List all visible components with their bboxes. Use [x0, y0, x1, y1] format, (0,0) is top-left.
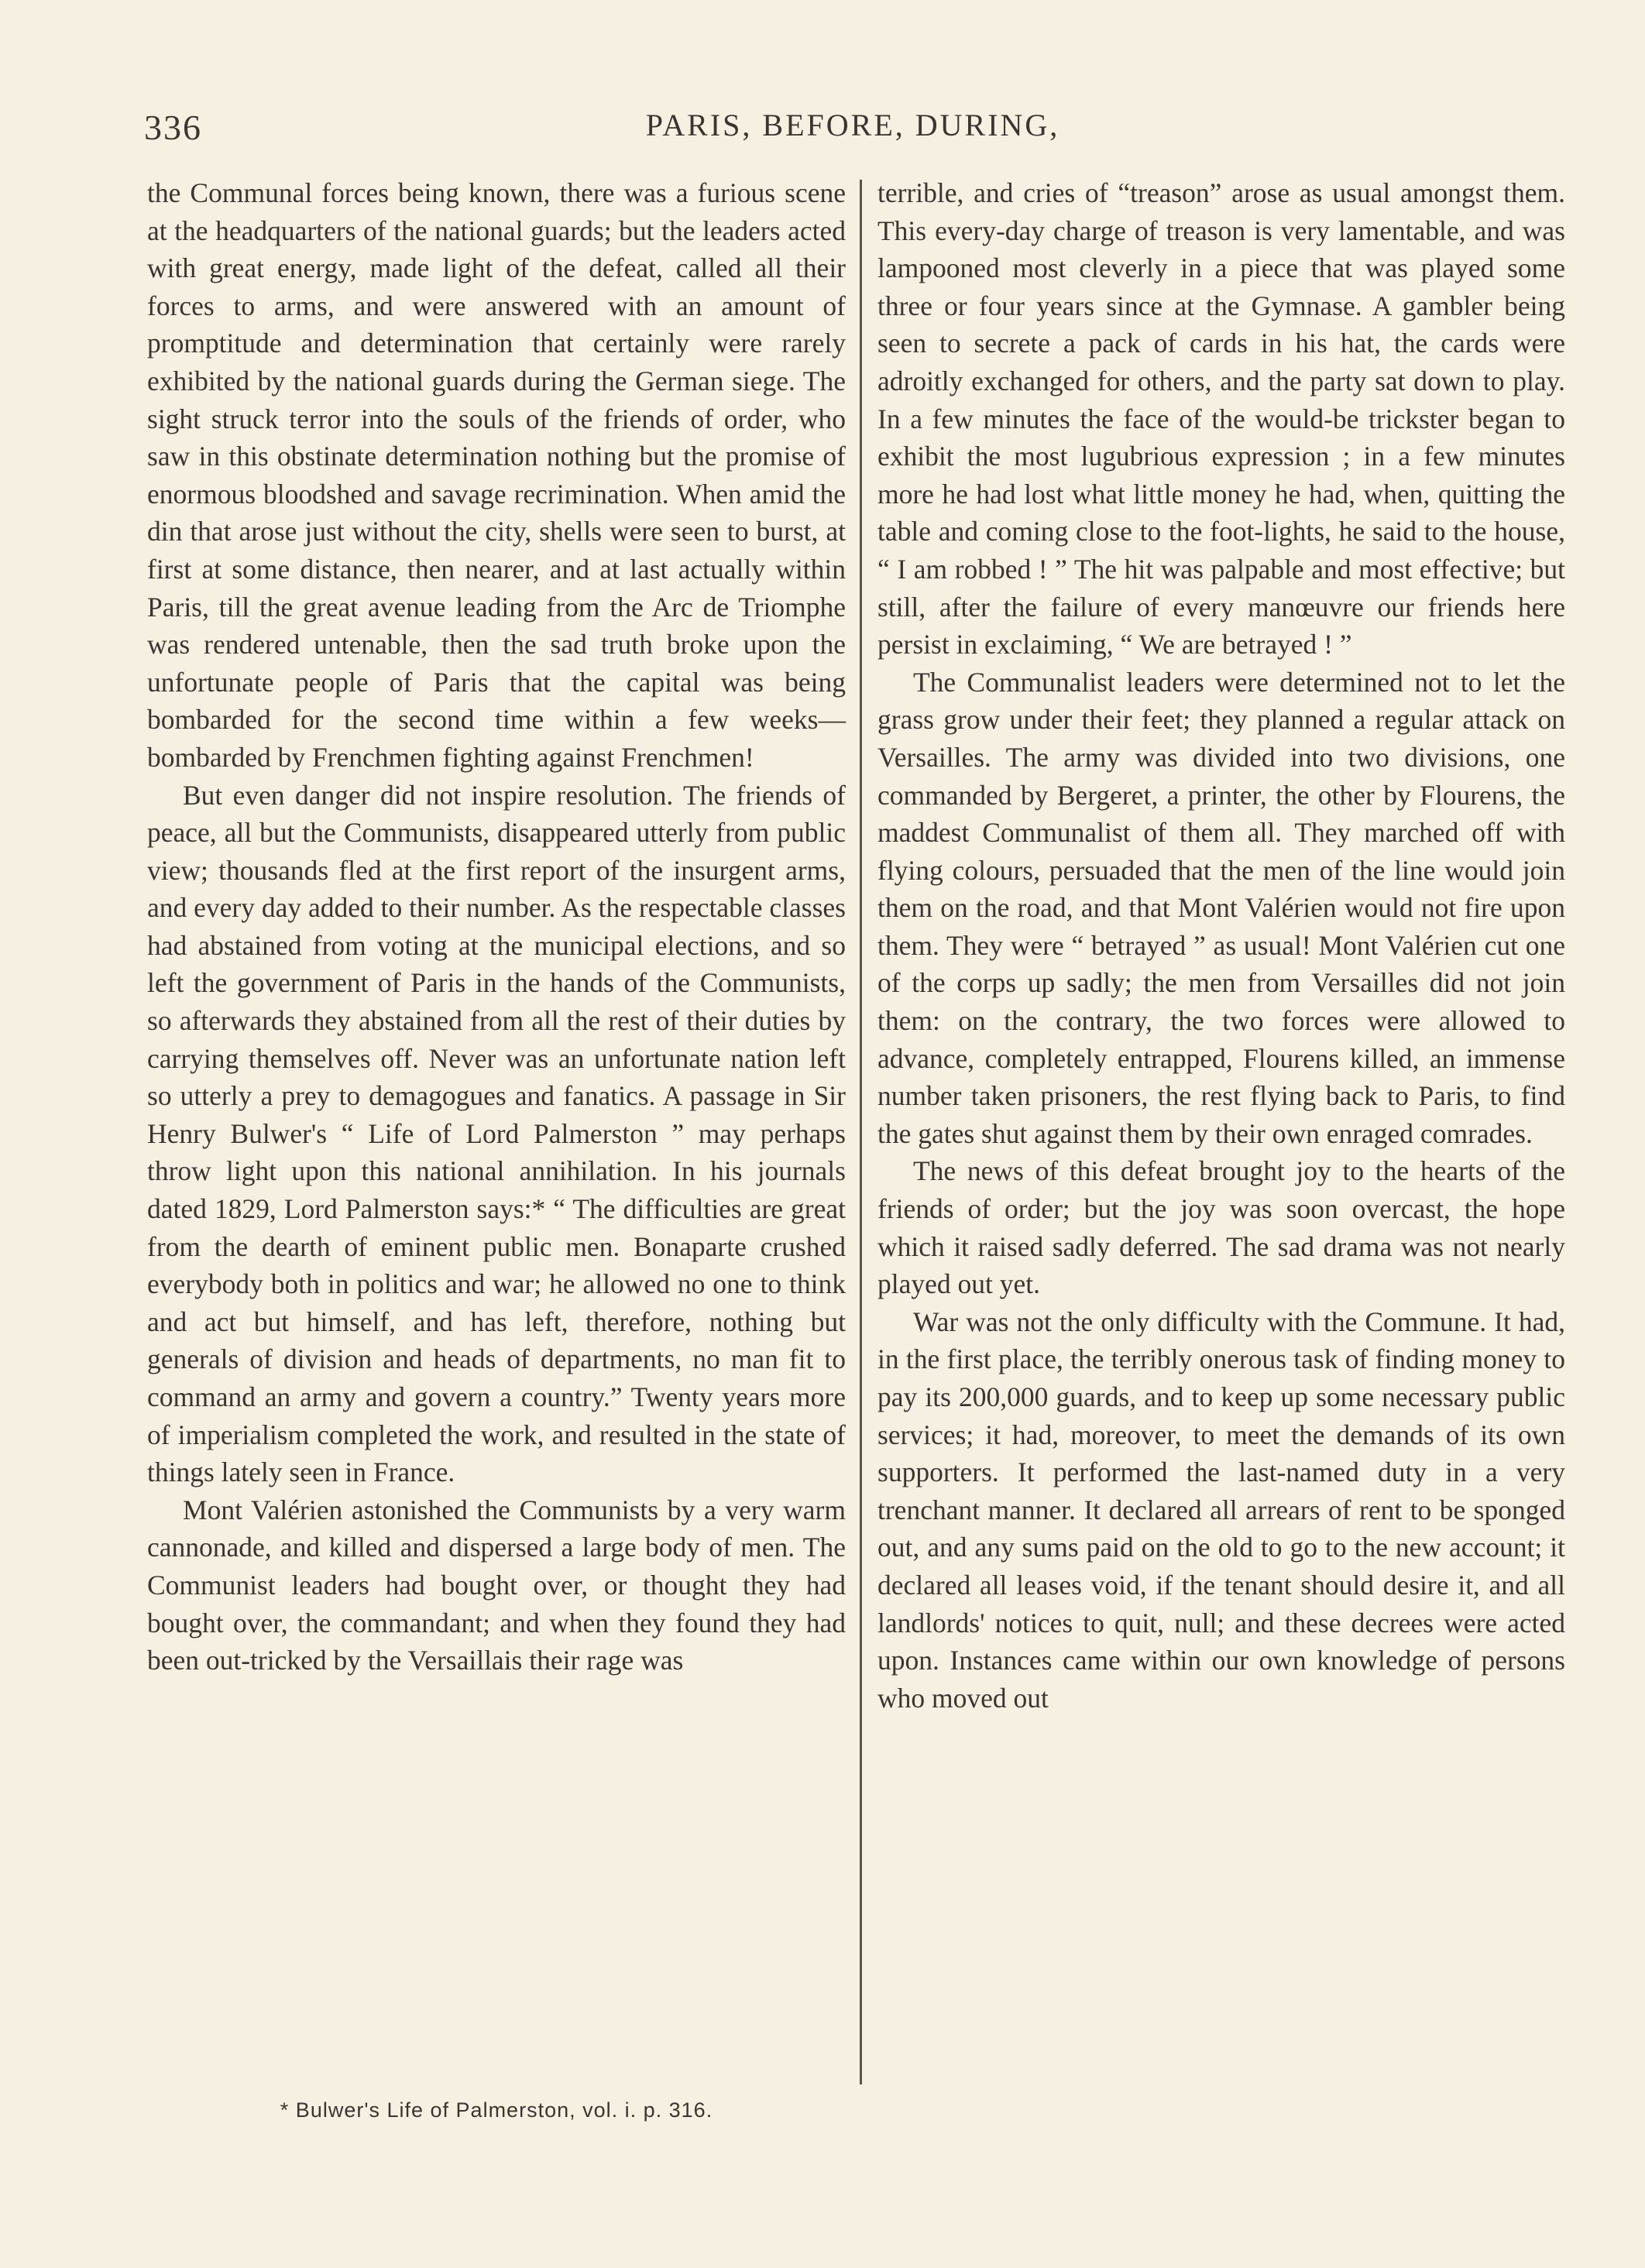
running-title: PARIS, BEFORE, DURING, — [645, 108, 1060, 142]
paragraph: terrible, and cries of “treason” arose as usual amongst them. This every-day charge of treason is very lamentable, and was lampooned most cleverly in a piece that was played some three or four years since at the Gymnase. A gambler being seen to secrete a pack of cards in his hat, the cards were adroitly exchanged for others, and the party sat down to play. In a few minutes the face of the would-be trickster began to exhibit the most lugubrious expression ; in a few minutes more he had lost what little money he had, when, quitting the table and coming close to the foot-lights, he said to the house, “ I am robbed ! ” The hit was palpable and most effective; but still, after the failure of every manœuvre our friends here persist in exclaiming, “ We are betrayed ! ” — [877, 177, 1565, 660]
paragraph: War was not the only difficulty with the Commune. It had, in the first place, the terribly onerous task of finding money to pay its 200,000 guards, and to keep up some necessary public services; it had, moreover, to meet the demands of its own supporters. It performed the last-named duty in a very trenchant manner. It declared all arrears of rent to be sponged out, and any sums paid on the old to go to the new account; it declared all leases void, if the tenant should desire it, and all landlords' notices to quit, null; and these decrees were acted upon. Instances came within our own knowledge of persons who moved out — [877, 1306, 1565, 1714]
footnote: * Bulwer's Life of Palmerston, vol. i. p. 316. — [280, 2098, 713, 2122]
paragraph: But even danger did not inspire resolution. The friends of peace, all but the Communists, disappeared utterly from public view; thousands fled at the first report of the insurgent arms, and every day added to their number. As the respectable classes had abstained from voting at the municipal elections, and so left the government of Paris in the hands of the Communists, so afterwards they abstained from all the rest of their duties by carrying themselves off. Never was an unfortunate nation left so utterly a prey to demagogues and fanatics. A passage in Sir Henry Bulwer's “ Life of Lord Palmerston ” may perhaps throw light upon this national annihilation. In his journals dated 1829, Lord Palmerston says:* “ The difficulties are great from the dearth of eminent public men. Bonaparte crushed everybody both in politics and war; he allowed no one to think and act but himself, and has left, therefore, nothing but generals of division and heads of departments, no man fit to command an army and govern a country.” Twenty years more of imperialism completed the work, and resulted in the state of things lately seen in France. — [147, 779, 846, 1488]
paragraph: Mont Valérien astonished the Communists by a very warm cannonade, and killed and dispersed a large body of men. The Communist leaders had bought over, or thought they had bought over, the commandant; and when they found they had been out-tricked by the Versaillais their rage was — [147, 1494, 846, 1676]
paragraph: the Communal forces being known, there was a furious scene at the headquarters of the national guards; but the leaders acted with great energy, made light of the defeat, called all their forces to arms, and were answered with an amount of promptitude and determination that certainly were rarely exhibited by the national guards during the German siege. The sight struck terror into the souls of the friends of order, who saw in this obstinate determination nothing but the promise of enormous bloodshed and savage recrimination. When amid the din that arose just without the city, shells were seen to burst, at first at some distance, then nearer, and at last actually within Paris, till the great avenue leading from the Arc de Triomphe was rendered untenable, then the sad truth broke upon the unfortunate people of Paris that the capital was being bombarded for the second time within a few weeks—bombarded by Frenchmen fighting against Frenchmen! — [147, 177, 846, 773]
page-number: 336 — [144, 108, 202, 147]
paragraph: The Communalist leaders were determined not to let the grass grow under their feet; they planned a regular attack on Versailles. The army was divided into two divisions, one commanded by Bergeret, a printer, the other by Flourens, the maddest Communalist of them all. They marched off with flying colours, persuaded that the men of the line would join them on the road, and that Mont Valérien would not fire upon them. They were “ betrayed ” as usual! Mont Valérien cut one of the corps up sadly; the men from Versailles did not join them: on the contrary, the two forces were allowed to advance, completely entrapped, Flourens killed, an immense number taken prisoners, the rest flying back to Paris, to find the gates shut against them by their own enraged comrades. — [877, 666, 1565, 1149]
page-header — [144, 107, 1561, 153]
right-column — [877, 174, 1565, 1717]
left-column — [147, 174, 846, 1680]
column-divider — [860, 180, 862, 2084]
paragraph: The news of this defeat brought joy to the hearts of the friends of order; but the joy was soon overcast, the hope which it raised sadly deferred. The sad drama was not nearly played out yet. — [877, 1155, 1565, 1300]
